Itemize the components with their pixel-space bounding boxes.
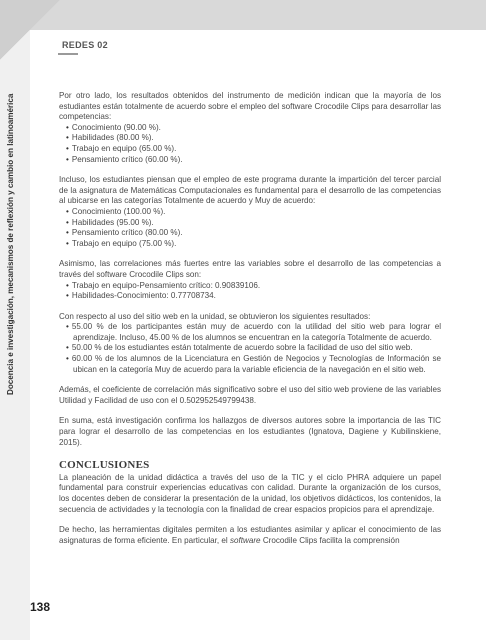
- results-block-1: [59, 91, 441, 165]
- page-number: 138: [30, 600, 51, 614]
- header-rule: [58, 53, 78, 55]
- section-heading: CONCLUSIONES: [59, 459, 150, 472]
- paragraph: Por otro lado, los resultados obtenidos del instrumento de medición indican que la mayoría de los estudiantes están totalmente de acuerdo sobre el empleo del software Crocodile Clips para desarrollar las competencias:: [59, 91, 442, 122]
- list-item: • Pensamiento crítico (60.00 %).: [65, 155, 441, 166]
- website-results-block: [59, 312, 441, 376]
- list-item: • Pensamiento crítico (80.00 %).: [65, 228, 441, 239]
- list-item: • 60.00 % de los alumnos de la Licenciatura en Gestión de Negocios y Tecnologías de Información se ubican en la categoría Muy de acuerdo para la variable eficiencia de la navegación en el sitio web.: [65, 354, 441, 375]
- list-item: • Conocimiento (90.00 %).: [65, 123, 441, 134]
- paragraph: Con respecto al uso del sitio web en la unidad, se obtuvieron los siguientes resultados:: [59, 311, 371, 321]
- bullet-list: [59, 207, 441, 249]
- bullet-list: [59, 281, 441, 302]
- running-header: REDES 02: [62, 40, 108, 50]
- list-item: • Habilidades (80.00 %).: [65, 133, 441, 144]
- main-text: [59, 91, 441, 556]
- paragraph: Asimismo, las correlaciones más fuertes entre las variables sobre el desarrollo de las competencias a través del software Crocodile Clips son:: [59, 259, 441, 279]
- bullet-list: [59, 322, 441, 375]
- paragraph: La planeación de la unidad didáctica a través del uso de la TIC y el ciclo PHRA adquiere un papel fundamental para construir experiencias educativas con calidad. Durante la organización de los cursos, los docentes deben de considerar la presentación de la unidad, los objetivos didácticos, los contenidos, la secuencia de actividades y la tecnología con la finalidad de crear espacios propicios para el aprendizaje.: [59, 472, 441, 514]
- corner-decoration: [0, 0, 60, 60]
- list-item: • Conocimiento (100.00 %).: [65, 207, 441, 218]
- list-item: • 50.00 % de los estudiantes están totalmente de acuerdo sobre la facilidad de uso del sitio web.: [65, 343, 441, 354]
- list-item: • Habilidades (95.00 %).: [65, 218, 441, 229]
- correlations-block: [59, 259, 441, 301]
- bullet-list: [59, 123, 441, 165]
- header-band: [0, 0, 486, 30]
- list-item: • 55.00 % de los participantes están muy de acuerdo con la utilidad del sitio web para lograr el aprendizaje. Incluso, 45.00 % de los alumnos se encuentran en la categoría Totalmente de acuerdo.: [65, 322, 441, 343]
- vertical-running-title: Docencia e investigación, mecanismos de reflexión y cambio en latinoamérica: [6, 93, 15, 395]
- paragraph: En suma, está investigación confirma los hallazgos de diversos autores sobre la importancia de las TIC para lograr el desarrollo de las competencias en los estudiantes (Ignatova, Dagiene y Kubilinskiene, 2015).: [59, 416, 441, 447]
- paragraph: Incluso, los estudiantes piensan que el empleo de este programa durante la impartición del tercer parcial de la asignatura de Matemáticas Computacionales es fundamental para el desarrollo de las competencias al ubicarse en las categorías Totalmente de acuerdo y Muy de acuerdo:: [59, 175, 441, 206]
- list-item: • Trabajo en equipo (65.00 %).: [65, 144, 441, 155]
- list-item: • Habilidades-Conocimiento: 0.77708734.: [65, 291, 441, 302]
- results-block-2: [59, 175, 441, 249]
- paragraph: De hecho, las herramientas digitales permiten a los estudiantes asimilar y aplicar el conocimiento de las asignaturas de forma eficiente. En particular, el software Crocodile Clips facilita la comprensión: [59, 525, 441, 545]
- list-item: • Trabajo en equipo (75.00 %).: [65, 239, 441, 250]
- paragraph: Además, el coeficiente de correlación más significativo sobre el uso del sitio web proviene de las variables Utilidad y Facilidad de uso con el 0.502952549799438.: [59, 385, 441, 405]
- list-item: • Trabajo en equipo-Pensamiento crítico: 0.90839106.: [65, 281, 441, 292]
